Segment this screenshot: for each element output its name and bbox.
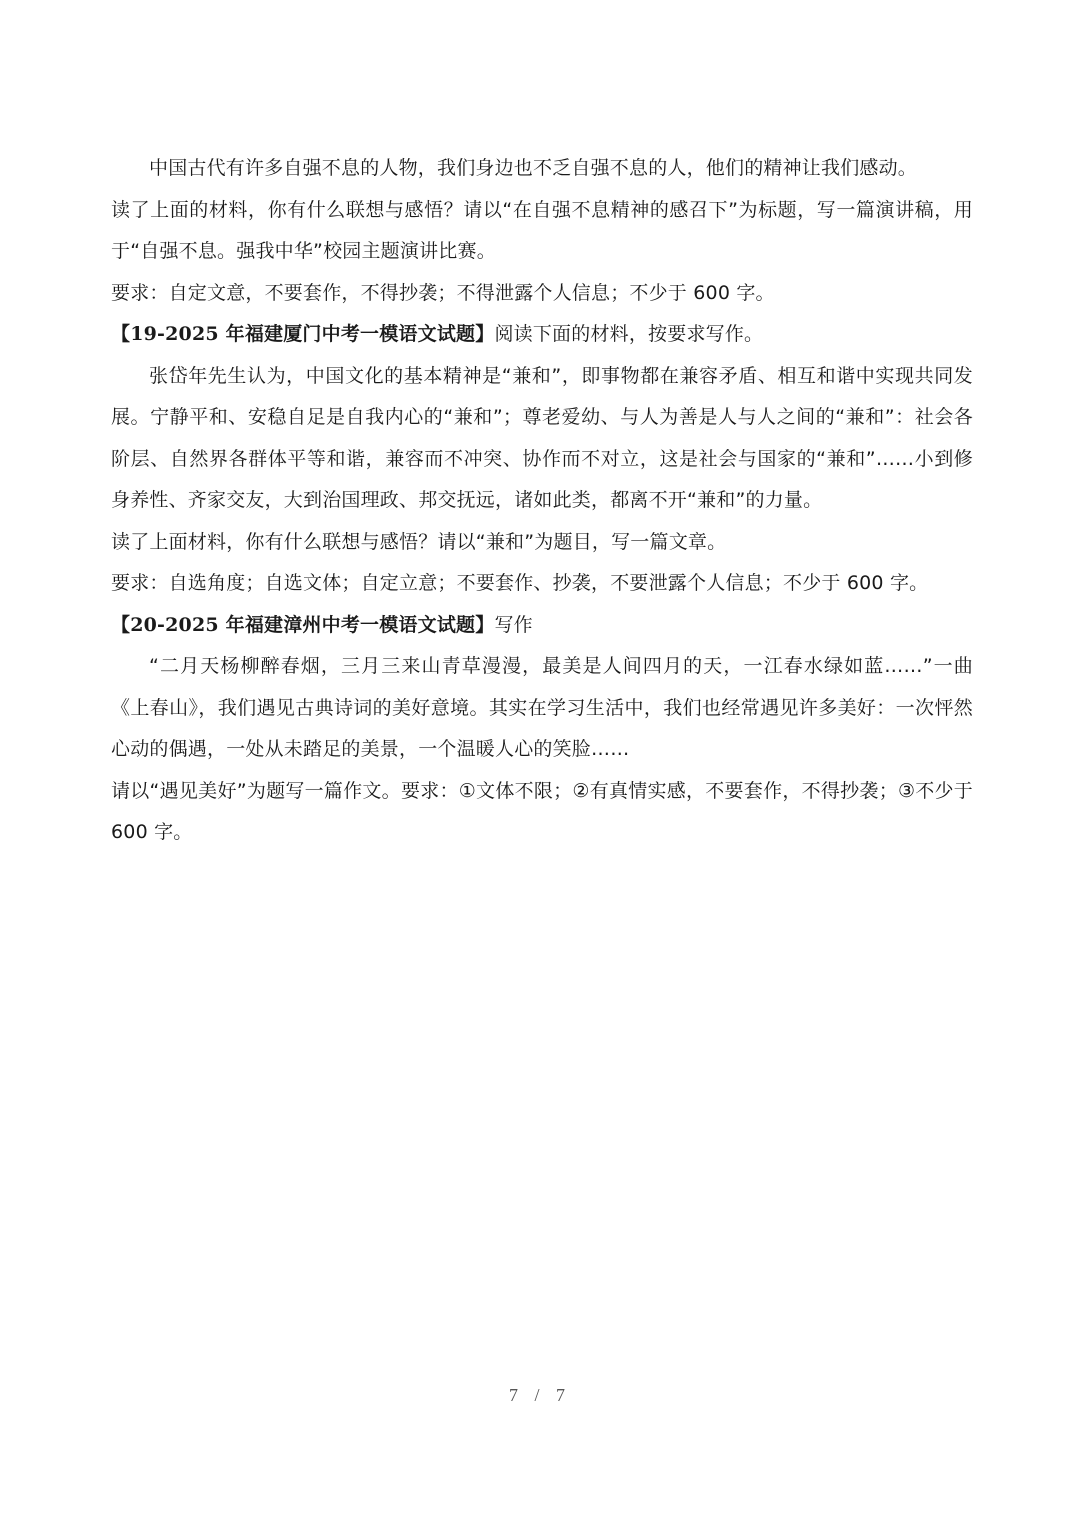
section-20-material: “二月天杨柳醉春烟，三月三来山青草漫漫，最美是人间四月的天，一江春水绿如蓝……”一曲《上春山》，我们遇见古典诗词的美好意境。其实在学习生活中，我们也经常遇见许多美好：一次怦然心动的偶遇，一处从未踏足的美景，一个温暖人心的笑脸…… — [111, 655, 973, 760]
section-20-heading — [111, 605, 973, 647]
section-19-heading — [111, 314, 973, 356]
page-number: 7 / 7 — [508, 1385, 571, 1405]
document-body — [111, 148, 973, 854]
section-19-instruction: 阅读下面的材料，按要求写作。 — [494, 323, 764, 345]
section-19-prompt: 读了上面材料，你有什么联想与感悟？请以“兼和”为题目，写一篇文章。 — [111, 530, 727, 553]
section-19-title: 【19-2025 年福建厦门中考一模语文试题】 — [111, 323, 495, 345]
paragraph-prompt: 读了上面的材料，你有什么联想与感悟？请以“在自强不息精神的感召下”为标题，写一篇演讲稿，用于“自强不息。强我中华”校园主题演讲比赛。 — [111, 198, 973, 262]
section-20-instruction: 写作 — [494, 613, 533, 636]
section-20-prompt: 请以“遇见美好”为题写一篇作文。要求：①文体不限；②有真情实感，不要套作，不得抄袭；③不少于 600 字。 — [111, 779, 973, 843]
paragraph-intro-material: 中国古代有许多自强不息的人物，我们身边也不乏自强不息的人，他们的精神让我们感动。 — [149, 157, 918, 179]
section-19-requirements: 要求：自选角度；自选文体；自定立意；不要套作、抄袭，不要泄露个人信息；不少于 600 字。 — [111, 572, 929, 594]
section-19-material: 张岱年先生认为，中国文化的基本精神是“兼和”，即事物都在兼容矛盾、相互和谐中实现共同发展。宁静平和、安稳自足是自我内心的“兼和”；尊老爱幼、与人为善是人与人之间的“兼和”：社会各阶层、自然界各群体平等和谐，兼容而不冲突、协作而不对立，这是社会与国家的“兼和”……小到修身养性、齐家交友，大到治国理政、邦交抚远，诸如此类，都离不开“兼和”的力量。 — [111, 364, 973, 511]
section-20-title: 【20-2025 年福建漳州中考一模语文试题】 — [111, 613, 495, 636]
paragraph-requirements: 要求：自定文意，不要套作，不得抄袭；不得泄露个人信息；不少于 600 字。 — [111, 281, 775, 304]
